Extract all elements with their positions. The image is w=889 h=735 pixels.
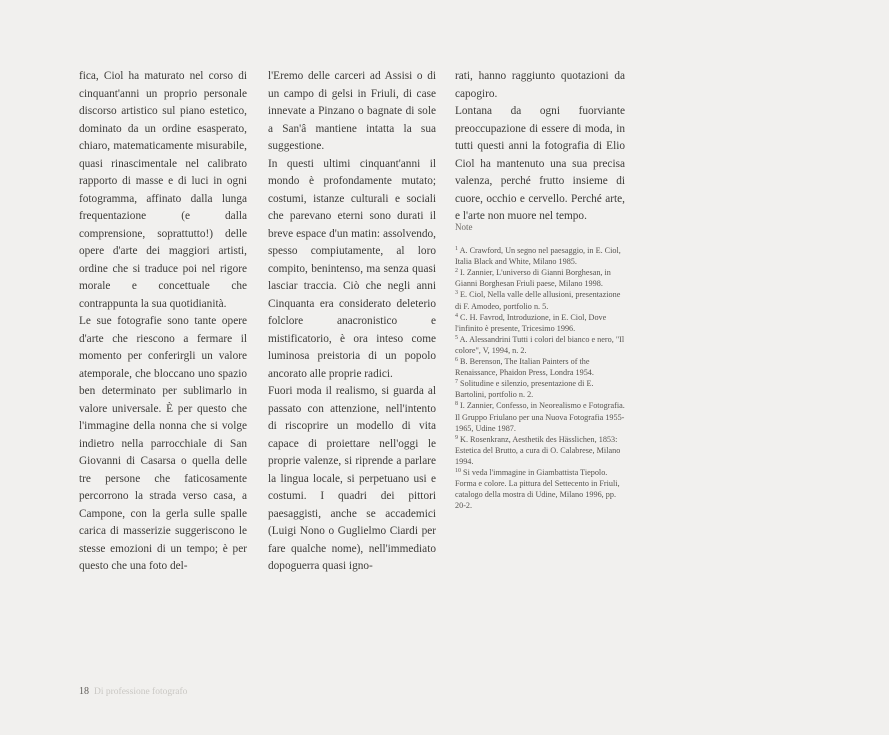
footnote-number: 2 — [455, 268, 458, 275]
text-column-2 — [268, 68, 436, 576]
footnote-text: E. Ciol, Nella valle delle allusioni, presentazione di F. Amodeo, portfolio n. 5. — [455, 290, 621, 311]
page-footer — [79, 686, 187, 697]
footnotes-heading: Note — [455, 222, 473, 232]
paragraph: Lontana da ogni fuorviante preoccupazione di essere di moda, in tutti questi anni la fotografia di Elio Ciol ha mantenuto una sua precisa valenza, perché frutto insieme di cuore, occhio e cervello. Perché arte, e l'arte non muore nel tempo. — [455, 105, 625, 222]
footnote-item — [455, 400, 625, 433]
footnote-text: A. Alessandrini Tutti i colori del bianco e nero, "Il colore", V, 1994, n. 2. — [455, 334, 625, 355]
page-number: 18 — [79, 686, 89, 697]
footnote-item — [455, 289, 625, 311]
footnote-text: A. Crawford, Un segno nel paesaggio, in E. Ciol, Italia Black and White, Milano 1985. — [455, 246, 621, 267]
footnote-item — [455, 378, 625, 400]
footnote-item — [455, 434, 625, 467]
footnote-item — [455, 245, 625, 267]
footnote-text: Solitudine e silenzio, presentazione di E. Bartolini, portfolio n. 2. — [455, 379, 594, 400]
footnotes — [455, 222, 625, 511]
footnote-item — [455, 312, 625, 334]
paragraph: Le sue fotografie sono tante opere d'arte che riescono a fermare il momento per conferirgli un valore atemporale, che bloccano uno spazio ben determinato per sublimarlo in valore universale. È per questo che l'immagine della nonna che si volge indietro nella parrocchiale di San Giovanni di Casarsa o quella delle tre persone che faticosamente percorrono la strada verso casa, a Campone, con la gerla sulle spalle carica di masserizie suggeriscono le stesse emozioni di un tempo; è per questo che una foto del- — [79, 315, 247, 572]
section-title: Di professione fotografo — [94, 687, 188, 697]
text-column-3 — [455, 68, 625, 226]
paragraph: rati, hanno raggiunto quotazioni da capogiro. — [455, 70, 625, 100]
footnote-number: 5 — [455, 334, 458, 341]
paragraph: Fuori moda il realismo, si guarda al passato con attenzione, nell'intento di riscoprire un modello di vita capace di proiettare nell'oggi le proprie valenze, si riprende a parlare la lingua locale, si perpetuano usi e costumi. I quadri dei pittori paesaggisti, anche se accademici (Luigi Nono o Guglielmo Ciardi per fare qualche nome), nell'immediato dopoguerra quasi igno- — [268, 385, 436, 572]
footnote-list — [455, 245, 625, 511]
footnote-number: 8 — [455, 401, 458, 408]
footnote-number: 7 — [455, 379, 458, 386]
footnote-number: 6 — [455, 357, 458, 364]
footnote-number: 3 — [455, 290, 458, 297]
footnote-number: 1 — [455, 246, 458, 253]
paragraph: fica, Ciol ha maturato nel corso di cinquant'anni un proprio personale discorso artistico sul piano estetico, dominato da un ordine esasperato, chiaro, matematicamente misurabile, quasi rinascimentale nel calibrato rapporto di masse e di luci in ogni fotogramma, affinato dalla lunga frequentazione (e dalla comprensione, soprattutto!) delle opere d'arte dei maggiori artisti, ordine che si traduce poi nel rigore morale e concettuale che contrappunta la sua quotidianità. — [79, 70, 247, 310]
footnote-number: 9 — [455, 434, 458, 441]
footnote-number: 10 — [455, 467, 461, 474]
footnote-text: I. Zannier, Confesso, in Neorealismo e Fotografia. Il Gruppo Friulano per una Nuova Fotografia 1955-1965, Udine 1987. — [455, 401, 625, 433]
footnote-number: 4 — [455, 312, 458, 319]
footnote-item — [455, 267, 625, 289]
footnote-text: B. Berenson, The Italian Painters of the Renaissance, Phaidon Press, Londra 1954. — [455, 357, 594, 378]
footnote-item — [455, 356, 625, 378]
footnote-item — [455, 334, 625, 356]
footnote-text: I. Zannier, L'universo di Gianni Borghesan, in Gianni Borghesan Friuli paese, Milano 1998. — [455, 268, 611, 289]
footnote-item — [455, 467, 625, 511]
text-column-1 — [79, 68, 247, 576]
footnote-text: K. Rosenkranz, Aesthetik des Hässlichen, 1853: Estetica del Brutto, a cura di O. Calabrese, Milano 1994. — [455, 434, 621, 466]
footnote-text: C. H. Favrod, Introduzione, in E. Ciol, Dove l'infinito è presente, Tricesimo 1996. — [455, 312, 607, 333]
paragraph: l'Eremo delle carceri ad Assisi o di un campo di gelsi in Friuli, di case innevate a Pinzano o bagnate di sole a San'â mantiene intatta la sua suggestione. — [268, 70, 436, 152]
footnote-text: Si veda l'immagine in Giambattista Tiepolo. Forma e colore. La pittura del Settecento in Friuli, catalogo della mostra di Udine, Milano 1996, pp. 20-2. — [455, 467, 620, 511]
paragraph: In questi ultimi cinquant'anni il mondo è profondamente mutato; costumi, istanze culturali e sociali che parevano eterni sono durati il breve espace d'un matin: assolvendo, spesso compiutamente, al loro compito, benintenso, ma senza quasi lasciar traccia. Ciò che negli anni Cinquanta era considerato deleterio folclore anacronistico e mistificatorio, è ora inteso come luminosa preistoria di un popolo ancorato alle proprie radici. — [268, 157, 436, 380]
